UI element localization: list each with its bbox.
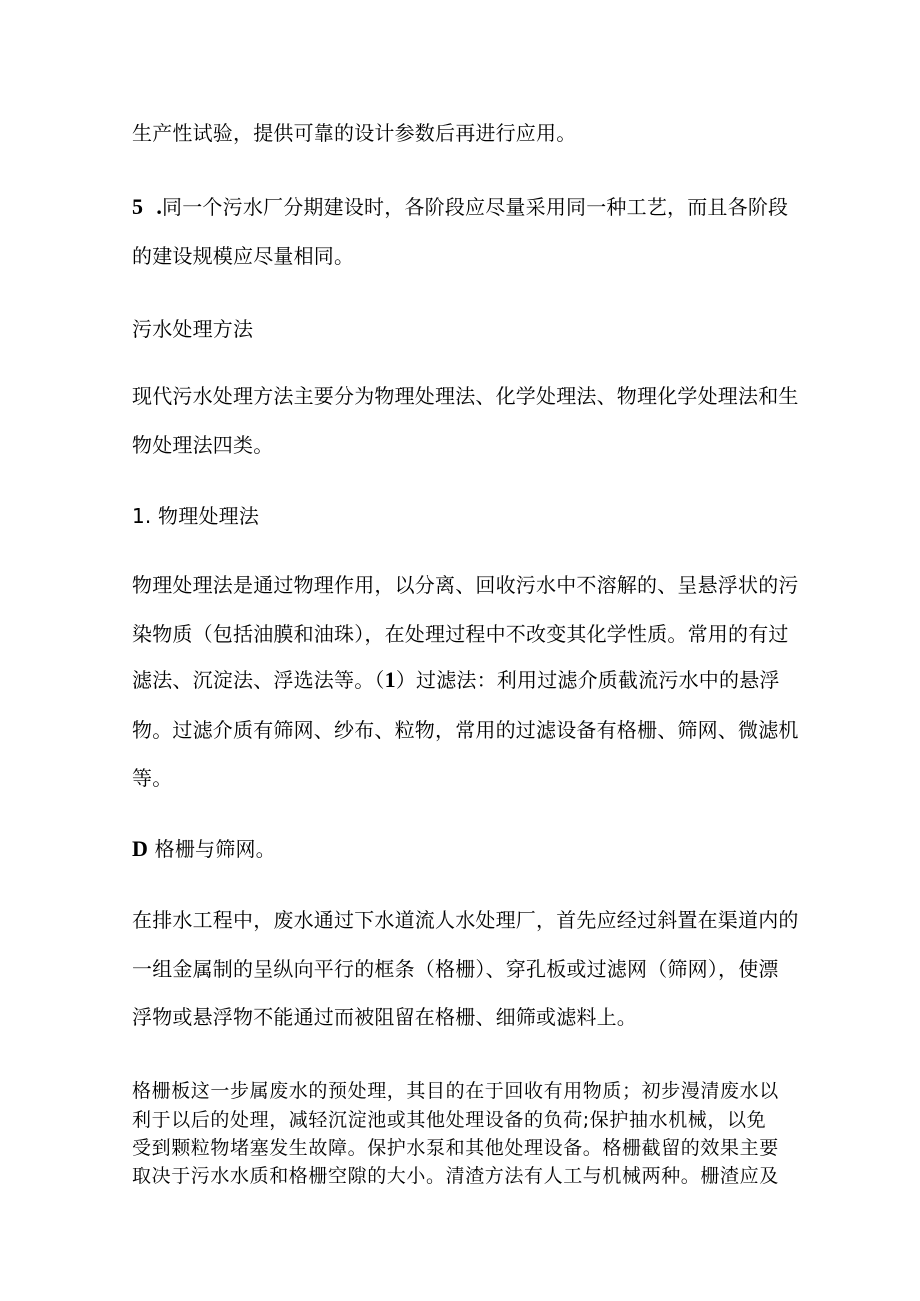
paragraph-6-line-3: 受到颗粒物堵塞发生故障。保护水泵和其他处理设备。格栅截留的效果主要 xyxy=(132,1137,779,1159)
section-heading-physical: 1. 物理处理法 xyxy=(132,504,260,528)
paragraph-4-line-4: 物。过滤介质有筛网、纱布、粒物，常用的过滤设备有格栅、筛网、微滤机 xyxy=(132,718,799,742)
paragraph-5-line-2: 一组金属制的呈纵向平行的框条（格栅）、穿孔板或过滤网（筛网），使漂 xyxy=(132,957,779,981)
paragraph-5-line-3: 浮物或悬浮物不能通过而被阻留在格栅、细筛或滤料上。 xyxy=(132,1005,637,1029)
paragraph-4-line-3 xyxy=(132,667,780,693)
paragraph-4-line-5: 等。 xyxy=(132,766,173,790)
paragraph-6-line-4: 取决于污水水质和格栅空隙的大小。清渣方法有人工与机械两种。栅渣应及 xyxy=(132,1165,779,1187)
heading-grid-text: 格栅与筛网。 xyxy=(154,837,276,861)
item-text: 同一个污水厂分期建设时，各阶段应尽量采用同一种工艺，而且各阶段 xyxy=(162,195,789,219)
item-number: 5 xyxy=(132,194,144,219)
paragraph-6-line-1: 格栅板这一步属废水的预处理，其目的在于回收有用物质；初步漫清废水以 xyxy=(132,1080,779,1102)
heading-grid-prefix: D xyxy=(132,836,149,861)
list-number-1: 1 xyxy=(384,667,396,692)
section-heading-grid xyxy=(132,836,276,862)
paragraph-4-line-1: 物理处理法是通过物理作用，以分离、回收污水中不溶解的、呈悬浮状的污 xyxy=(132,573,799,597)
paragraph-1-line-1: 生产性试验，提供可靠的设计参数后再进行应用。 xyxy=(132,121,577,145)
paragraph-4-line-3-part-b: ）过滤法：利用过滤介质截流污水中的悬浮 xyxy=(395,668,780,692)
paragraph-3-line-1: 现代污水处理方法主要分为物理处理法、化学处理法、物理化学处理法和生 xyxy=(132,384,799,408)
paragraph-3-line-2: 物处理法四类。 xyxy=(132,433,274,457)
paragraph-2-line-1 xyxy=(132,194,788,220)
paragraph-5-line-1: 在排水工程中，废水通过下水道流人水处理厂，首先应经过斜置在渠道内的 xyxy=(132,908,799,932)
section-heading-methods: 污水处理方法 xyxy=(132,317,254,341)
item-number-dot: . xyxy=(156,194,163,219)
paragraph-2-line-2: 的建设规模应尽量相同。 xyxy=(132,244,355,268)
paragraph-4-line-2: 染物质（包括油膜和油珠），在处理过程中不改变其化学性质。常用的有过 xyxy=(132,622,789,646)
paragraph-4-line-3-part-a: 滤法、沉淀法、浮选法等。（ xyxy=(132,668,385,692)
paragraph-6-line-2: 利于以后的处理，减轻沉淀池或其他处理设备的负荷;保护抽水机械，以免 xyxy=(132,1109,767,1131)
